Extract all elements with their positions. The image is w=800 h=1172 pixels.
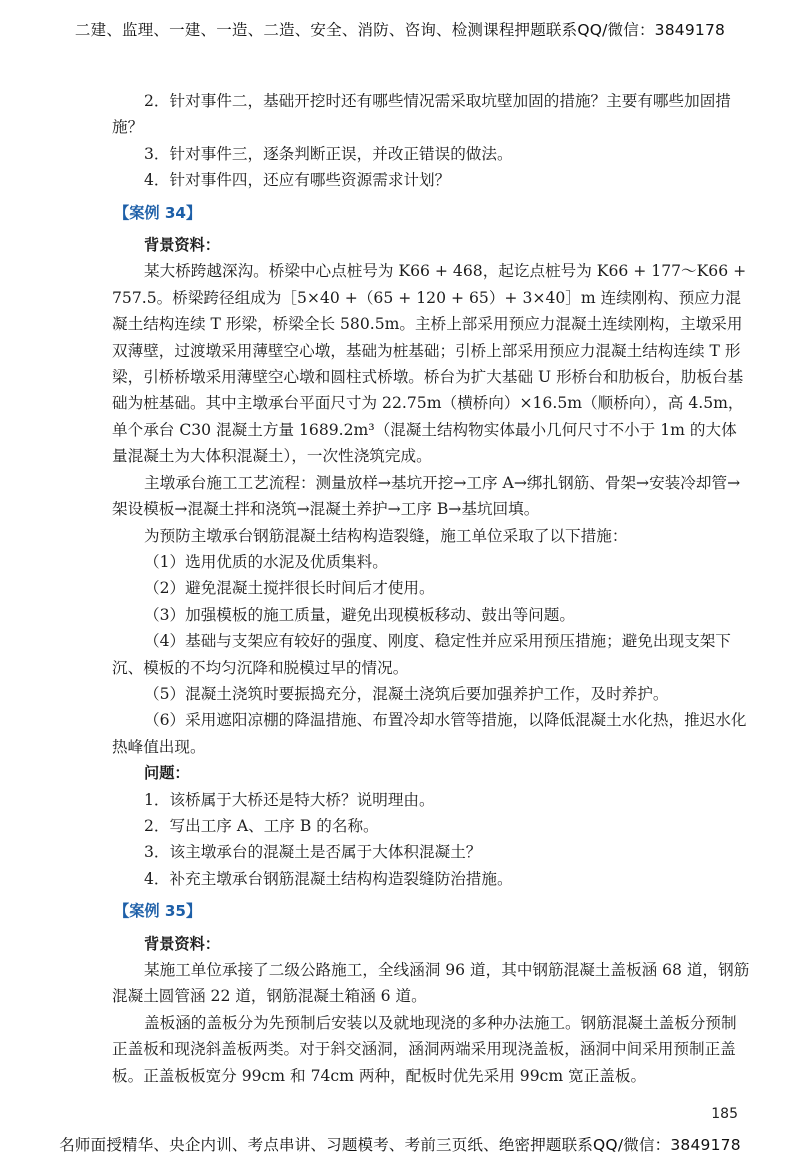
case-34-question-4: 4．补充主墩承台钢筋混凝土结构构造裂缝防治措施。 [144, 869, 513, 888]
page-number: 185 [711, 1106, 738, 1122]
case-35-paragraph-2: 盖板涵的盖板分为先预制后安装以及就地现浇的多种办法施工。钢筋混凝土盖板分预制正盖板和现浇斜盖板两类。对于斜交涵洞，涵洞两端采用现浇盖板，涵洞中间采用预制正盖板。正盖板板宽分 99cm 和 74cm 两种，配板时优先采用 99cm 宽正盖板。 [112, 1013, 737, 1085]
top-question-3: 3．针对事件三，逐条判断正误，并改正错误的做法。 [144, 144, 513, 163]
case-34-background-heading: 背景资料： [144, 236, 220, 255]
footer-banner: 名师面授精华、央企内训、考点串讲、习题模考、考前三页纸、绝密押题联系QQ/微信：3849178 [59, 1136, 741, 1154]
case-34-paragraph-1: 某大桥跨越深沟。桥梁中心点桩号为 K66 + 468，起讫点桩号为 K66 + 177～K66 + 757.5。桥梁跨径组成为［5×40 +（65 + 120 + 65）+ 3×40］m 连续刚构、预应力混凝土结构连续 T 形梁，桥梁全长 580.5m。主桥上部采用预应力混凝土连续刚构，主墩采用双薄壁，过渡墩采用薄壁空心墩，基础为桩基础；引桥上部采用预应力混凝土结构连续 T 形梁，引桥桥墩采用薄壁空心墩和圆柱式桥墩。桥台为扩大基础 U 形桥台和肋板台，肋板台基础为桩基础。其中主墩承台平面尺寸为 22.75m（横桥向）×16.5m（顺桥向），高 4.5m，单个承台 C30 混凝土方量 1689.2m³（混凝土结构物实体最小几何尺寸不小于 1m 的大体量混凝土为大体积混凝土），一次性浇筑完成。 [112, 262, 747, 466]
case-34-title: 【案例 34】 [114, 203, 202, 222]
case-34-question-2: 2．写出工序 A、工序 B 的名称。 [144, 816, 379, 835]
case-34-measure-1: （1）选用优质的水泥及优质集料。 [144, 552, 388, 571]
case-34-measure-5: （5）混凝土浇筑时要振捣充分，混凝土浇筑后要加强养护工作，及时养护。 [144, 684, 669, 703]
case-35-title: 【案例 35】 [114, 902, 202, 921]
page-content [112, 88, 752, 1089]
top-question-4: 4．针对事件四，还应有哪些资源需求计划？ [144, 171, 451, 190]
case-34-question-1: 1．该桥属于大桥还是特大桥？说明理由。 [144, 790, 435, 809]
case-34-measure-6: （6）采用遮阳凉棚的降温措施、布置冷却水管等措施，以降低混凝土水化热，推迟水化热峰值出现。 [112, 711, 747, 756]
case-34-paragraph-2: 主墩承台施工工艺流程：测量放样→基坑开挖→工序 A→绑扎钢筋、骨架→安装冷却管→架设模板→混凝土拌和浇筑→混凝土养护→工序 B→基坑回填。 [112, 473, 741, 519]
case-34-paragraph-3: 为预防主墩承台钢筋混凝土结构构造裂缝，施工单位采取了以下措施： [144, 526, 628, 545]
case-34-questions-heading: 问题： [144, 764, 190, 783]
case-35-background-heading: 背景资料： [144, 934, 220, 953]
case-34-measure-2: （2）避免混凝土搅拌很长时间后才使用。 [144, 579, 435, 598]
case-35-paragraph-1: 某施工单位承接了二级公路施工，全线涵洞 96 道，其中钢筋混凝土盖板涵 68 道，钢筋混凝土圆管涵 22 道，钢筋混凝土箱涵 6 道。 [112, 961, 750, 1006]
case-34-measure-4: （4）基础与支架应有较好的强度、刚度、稳定性并应采用预压措施；避免出现支架下沉、模板的不均匀沉降和脱模过早的情况。 [112, 632, 731, 677]
case-34-question-3: 3．该主墩承台的混凝土是否属于大体积混凝土？ [144, 843, 482, 862]
header-banner: 二建、监理、一建、一造、二造、安全、消防、咨询、检测课程押题联系QQ/微信：3849178 [74, 21, 726, 39]
top-question-2: 2．针对事件二，基础开挖时还有哪些情况需采取坑壁加固的措施？主要有哪些加固措施？ [112, 92, 731, 137]
case-34-measure-3: （3）加强模板的施工质量，避免出现模板移动、鼓出等问题。 [144, 605, 575, 624]
